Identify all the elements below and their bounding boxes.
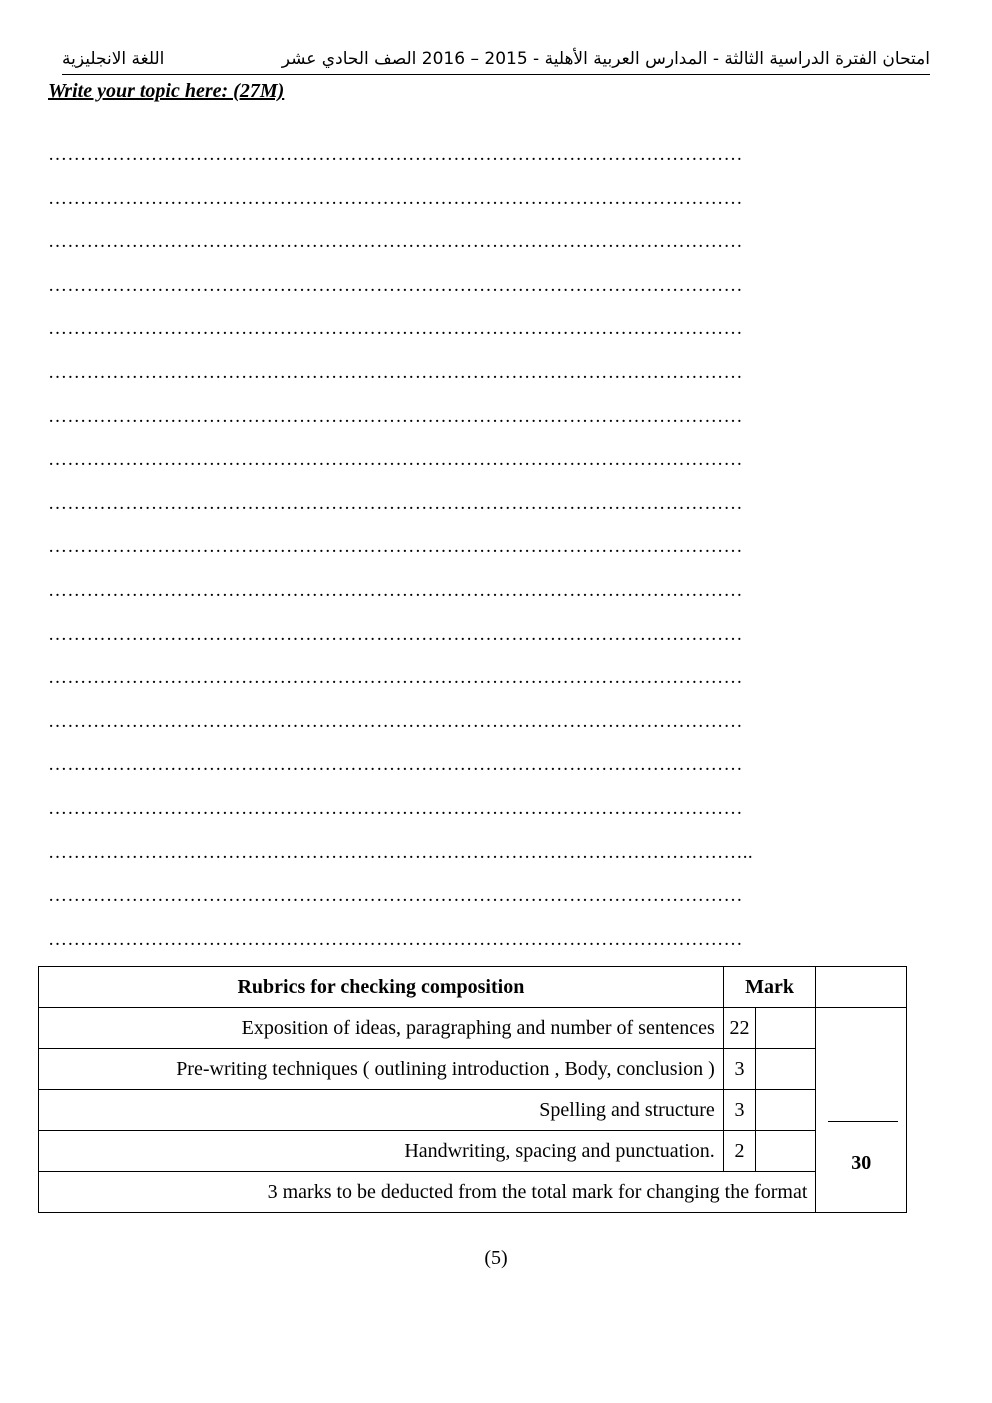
rubric-mark: 2 — [723, 1131, 755, 1172]
table-row — [39, 1090, 907, 1131]
rubric-criteria: Spelling and structure — [39, 1090, 724, 1131]
total-cell — [816, 1008, 907, 1213]
rubric-criteria: Exposition of ideas, paragraphing and number of sentences — [39, 1008, 724, 1049]
writing-line: ……………………………………………………………………………………………… — [48, 928, 743, 950]
topic-heading: Write your topic here: (27M) — [48, 80, 285, 102]
page-number: (5) — [484, 1247, 508, 1269]
rubric-criteria: Handwriting, spacing and punctuation. — [39, 1131, 724, 1172]
writing-line: ……………………………………………………………………………………………… — [48, 667, 743, 689]
rubric-mark: 3 — [723, 1090, 755, 1131]
writing-line: ……………………………………………………………………………………………… — [48, 449, 743, 471]
score-cell — [756, 1008, 816, 1049]
writing-line: ……………………………………………………………………………………………… — [48, 797, 743, 819]
rubric-header-row — [39, 967, 907, 1008]
rubric-mark: 22 — [723, 1008, 755, 1049]
writing-line: ……………………………………………………………………………………………… — [48, 318, 743, 340]
writing-line: ……………………………………………………………………………………………… — [48, 885, 743, 907]
deduction-note: 3 marks to be deducted from the total mark for changing the format — [39, 1172, 816, 1213]
table-row — [39, 1172, 907, 1213]
writing-line: ……………………………………………………………………………………………… — [48, 579, 743, 601]
exam-title: امتحان الفترة الدراسية الثالثة - المدارس العربية الأهلية - 2015 – 2016 الصف الحادي عشر — [281, 49, 930, 69]
subject-label: اللغة الانجليزية — [62, 49, 165, 69]
table-row — [39, 1131, 907, 1172]
rubric-mark-header: Mark — [723, 967, 816, 1008]
table-row — [39, 1049, 907, 1090]
score-cell — [756, 1090, 816, 1131]
writing-line: ……………………………………………………………………………………………… — [48, 405, 743, 427]
writing-line: ……………………………………………………………………………………………… — [48, 361, 743, 383]
writing-line: ……………………………………………………………………………………………… — [48, 274, 743, 296]
score-cell — [756, 1131, 816, 1172]
rubric-total-header — [816, 967, 907, 1008]
writing-area — [48, 142, 898, 970]
rubric-mark: 3 — [723, 1049, 755, 1090]
writing-line: ……………………………………………………………………………………………… — [48, 187, 743, 209]
rubric-table — [38, 966, 907, 1213]
table-row — [39, 1008, 907, 1049]
writing-line: ……………………………………………………………………………………………… — [48, 492, 743, 514]
writing-line: ……………………………………………………………………………………………… — [48, 623, 743, 645]
writing-line: ……………………………………………………………………………………………….. — [48, 841, 753, 863]
writing-line: ……………………………………………………………………………………………… — [48, 144, 743, 165]
score-line — [828, 1121, 898, 1122]
writing-line: ……………………………………………………………………………………………… — [48, 536, 743, 558]
score-cell — [756, 1049, 816, 1090]
rubric-criteria-header: Rubrics for checking composition — [39, 967, 724, 1008]
writing-line: ……………………………………………………………………………………………… — [48, 710, 743, 732]
writing-line: ……………………………………………………………………………………………… — [48, 231, 743, 253]
writing-line: ……………………………………………………………………………………………… — [48, 754, 743, 776]
total-mark: 30 — [851, 1152, 872, 1174]
exam-header — [62, 46, 930, 75]
rubric-criteria: Pre-writing techniques ( outlining introduction , Body, conclusion ) — [39, 1049, 724, 1090]
